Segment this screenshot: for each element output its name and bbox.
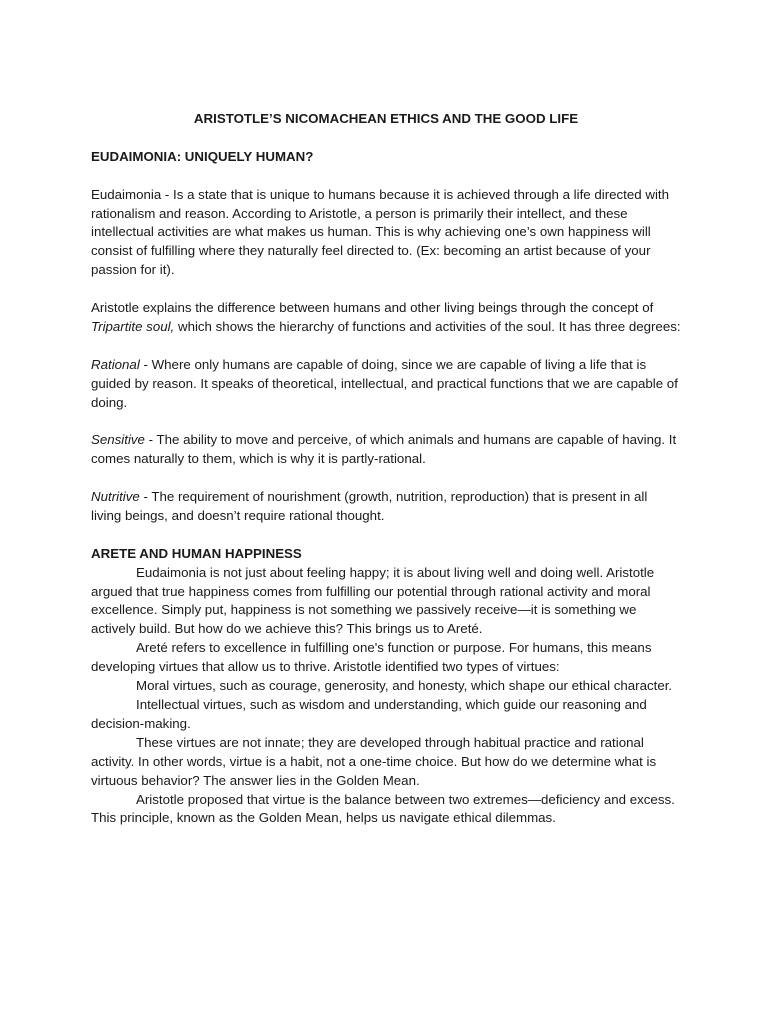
tripartite-soul-intro xyxy=(91,299,681,337)
intro-text-after: which shows the hierarchy of functions and activities of the soul. It has three degrees: xyxy=(174,318,681,334)
sensitive-description: - The ability to move and perceive, of which animals and humans are capable of having. It comes naturally to them, which is why it is partly-rational. xyxy=(91,432,677,467)
tripartite-soul-term: Tripartite soul, xyxy=(91,318,175,334)
arete-paragraph: Intellectual virtues, such as wisdom and understanding, which guide our reasoning and decision-making. xyxy=(91,696,647,731)
rational-term: Rational xyxy=(91,356,140,372)
rational-soul-paragraph xyxy=(91,356,681,413)
arete-paragraph: Aristotle proposed that virtue is the balance between two extremes—deficiency and excess. This principle, known as the Golden Mean, helps us navigate ethical dilemmas. xyxy=(91,791,675,826)
rational-description: - Where only humans are capable of doing, since we are capable of living a life that is guided by reason. It speaks of theoretical, intellectual, and practical functions that we are capable of doing. xyxy=(91,356,678,410)
intro-text-before: Aristotle explains the difference between humans and other living beings through the concept of xyxy=(91,300,654,316)
sensitive-soul-paragraph xyxy=(91,431,681,469)
nutritive-term: Nutritive xyxy=(91,489,140,505)
arete-paragraph: Eudaimonia is not just about feeling happy; it is about living well and doing well. Aristotle argued that true happiness comes from fulfilling our potential through rational activity and moral excellence. Simply put, happiness is not something we passively receive—it is something we actively build. But how do we achieve this? This brings us to Areté. xyxy=(91,564,655,637)
section-heading-eudaimonia: EUDAIMONIA: UNIQUELY HUMAN? xyxy=(91,148,314,164)
document-title: ARISTOTLE’S NICOMACHEAN ETHICS AND THE GOOD LIFE xyxy=(193,111,579,126)
arete-paragraph: These virtues are not innate; they are developed through habitual practice and rational activity. In other words, virtue is a habit, not a one-time choice. But how do we determine what is virtuous behavior? The answer lies in the Golden Mean. xyxy=(91,734,657,788)
eudaimonia-definition: Eudaimonia - Is a state that is unique to humans because it is achieved through a life directed with rationalism and reason. According to Aristotle, a person is primarily their intellect, and these intellectual activities are what makes us human. This is why achieving one’s own happiness will consist of fulfilling where they naturally feel directed to. (Ex: becoming an artist because of your passion for it). xyxy=(91,186,670,278)
sensitive-term: Sensitive xyxy=(91,432,145,448)
nutritive-description: - The requirement of nourishment (growth, nutrition, reproduction) that is present in all living beings, and doesn’t require rational thought. xyxy=(91,489,648,523)
arete-paragraph: Areté refers to excellence in fulfilling one's function or purpose. For humans, this means developing virtues that allow us to thrive. Aristotle identified two types of virtues: xyxy=(91,640,652,675)
arete-paragraph: Moral virtues, such as courage, generosity, and honesty, which shape our ethical character. xyxy=(136,678,673,694)
section-heading-arete: ARETE AND HUMAN HAPPINESS xyxy=(91,545,302,561)
document-body xyxy=(91,110,681,828)
nutritive-soul-paragraph xyxy=(91,488,681,526)
